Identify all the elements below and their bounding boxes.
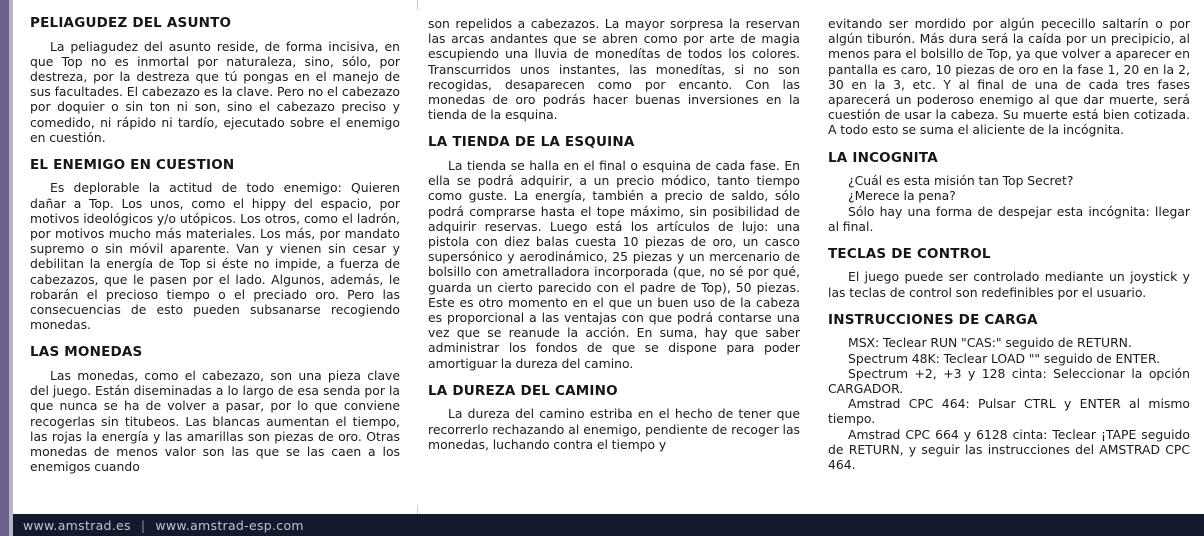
column-1 <box>14 0 414 536</box>
section-incognita <box>828 151 1190 234</box>
loading-instruction: MSX: Teclear RUN "CAS:" seguido de RETURN. <box>848 335 1132 351</box>
paragraph: La peliagudez del asunto reside, de forma incisiva, en que Top no es inmortal por naturaleza, sino, sólo, por destreza, por la destreza que tú pongas en el manejo de sus facultades. El cabezazo es la clave. Pero no el cabezazo por doquier o sin ton ni son, sino el cabezazo preciso y comedido, ni rápido ni tardío, ejecutado sobre el enemigo en cuestión. <box>30 38 400 145</box>
paragraph: ¿Cuál es esta misión tan Top Secret? <box>848 173 1074 189</box>
section-teclas-control <box>828 247 1190 300</box>
paragraph: ¿Merece la pena? <box>848 188 956 204</box>
loading-instruction: Amstrad CPC 464: Pulsar CTRL y ENTER al mismo tiempo. <box>828 396 1190 427</box>
section-heading: LA DUREZA DEL CAMINO <box>428 382 618 399</box>
paragraph: La dureza del camino estriba en el hecho de tener que recorrerlo rechazando al enemigo, pendiente de recoger las monedas, luchando contra el tiempo y <box>428 406 800 452</box>
section-dureza <box>428 384 800 452</box>
page-edge-strip <box>0 0 9 536</box>
loading-instruction: Spectrum 48K: Teclear LOAD "" seguido de ENTER. <box>848 350 1161 366</box>
section-enemigo <box>30 158 400 333</box>
loading-instruction: Spectrum +2, +3 y 128 cinta: Seleccionar la opción CARGADOR. <box>828 365 1190 396</box>
watermark-bar <box>13 514 1204 536</box>
watermark-right: www.amstrad-esp.com <box>155 517 304 533</box>
paragraph: Sólo hay una forma de despejar esta incógnita: llegar al final. <box>828 203 1190 234</box>
paragraph: Las monedas, como el cabezazo, son una pieza clave del juego. Están diseminadas a lo largo de esa senda por la que nunca se ha de volver a pasar, por lo que conviene recogerlas sin titubeos. Las blancas aumentan el tiempo, las rojas la energía y las amarillas son piezas de oro. Otras monedas de menos valor son las que se las caen a los enemigos cuando <box>30 368 400 475</box>
text-columns <box>14 0 1204 536</box>
section-monedas <box>30 345 400 474</box>
paragraph: son repelidos a cabezazos. La mayor sorpresa la reservan las arcas andantes que se abren como por arte de magia escupiendo una lluvia de monedítas de todos los colores. Transcurridos unos instantes, las monedítas, si no son recogidas, desaparecen como por encanto. Con las monedas de oro podrás hacer buenas inversiones en la tienda de la esquina. <box>428 16 800 123</box>
loading-instruction: Amstrad CPC 664 y 6128 cinta: Teclear ¡TAPE seguido de RETURN, y seguir las instrucciones del AMSTRAD CPC 464. <box>828 426 1190 473</box>
section-heading: INSTRUCCIONES DE CARGA <box>828 311 1038 328</box>
watermark-left: www.amstrad.es <box>23 517 131 533</box>
paragraph: evitando ser mordido por algún pececillo saltarín o por algún tiburón. Más dura será la caída por un precipicio, al menos para el bolsillo de Top, ya que volver a aparecer en pantalla es caro, 10 piezas de oro en la fase 1, 20 en la 2, 30 en la 3, etc. Y al final de una de cada tres fases aparecerá un poderoso enemigo al que dar muerte, será cuestión de usar la cabeza. Su muerte está bien cotizada. A todo esto se suma el aliciente de la incógnita. <box>828 16 1190 138</box>
column-3 <box>814 0 1204 536</box>
section-tienda <box>428 135 800 370</box>
paragraph: Es deplorable la actitud de todo enemigo: Quieren dañar a Top. Los unos, como el hippy del espacio, por motivos ideológicos y/o utópicos. Los otros, como el ladrón, por motivos mucho más materiales. Los más, por mandato supremo o sin móvil aparente. Van y vienen sin cesar y debilitan la energía de Top si éste no impide, a fuerza de cabezazos, que le pasen por el lado. Algunos, además, le robarán el precioso tiempo o el preciado oro. Pero las consecuencias de esto pueden subsanarse recogiendo monedas. <box>30 180 400 333</box>
page-edge-strip-inner <box>9 0 13 536</box>
watermark-separator: | <box>140 517 146 533</box>
section-instrucciones-carga <box>828 313 1190 472</box>
paragraph: La tienda se halla en el final o esquina de cada fase. En ella se podrá adquirir, a un precio módico, tanto tiempo como guste. La energía, también a precio de saldo, sólo podrá comprarse hasta el tope máximo, sin posibilidad de adquirir reservas. Luego está los artículos de lujo: una pistola con diez balas cuesta 10 piezas de oro, un casco supersónico y aerodinámico, 25 piezas y un mercenario de bolsillo con ametralladora incorporada (que, no sé por qué, guarda un cierto parecido con el padre de Top), 50 piezas. Este es otro momento en el que un buen uso de la cabeza es proporcional a las ventajas con que podrá contarse una vez que se reanude la acción. En suma, hay que saber administrar los fondos de que se dispone para poder amortiguar la dureza del camino. <box>428 157 800 371</box>
section-heading: EL ENEMIGO EN CUESTION <box>30 156 235 173</box>
section-dureza-continuacion <box>828 16 1190 138</box>
column-2 <box>414 0 814 536</box>
section-peliagudez <box>30 16 400 145</box>
paragraph: El juego puede ser controlado mediante un joystick y las teclas de control son redefinibles por el usuario. <box>828 269 1190 300</box>
section-monedas-continuacion <box>428 16 800 122</box>
section-heading: PELIAGUDEZ DEL ASUNTO <box>30 15 232 31</box>
section-heading: TECLAS DE CONTROL <box>828 245 991 262</box>
section-heading: LA TIENDA DE LA ESQUINA <box>428 134 635 151</box>
section-heading: LA INCOGNITA <box>828 149 938 166</box>
section-heading: LAS MONEDAS <box>30 344 143 361</box>
